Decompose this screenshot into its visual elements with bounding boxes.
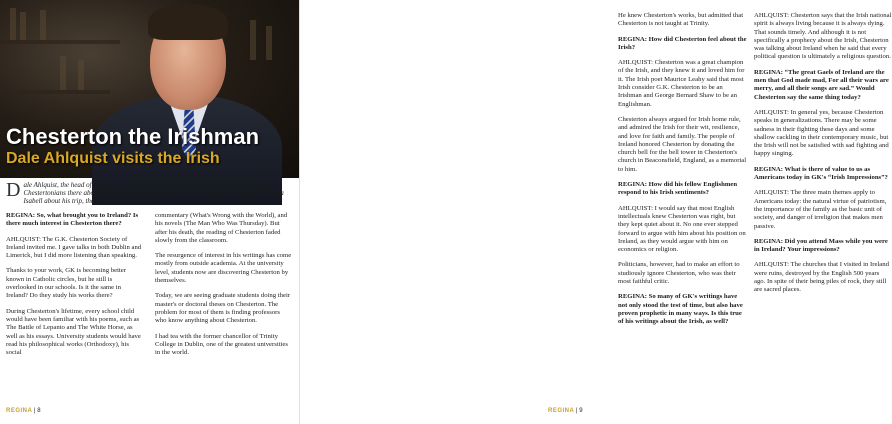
drop-cap: D [6,179,21,201]
folio-separator: | [574,408,580,414]
page-number: 8 [37,408,41,414]
interview-question: REGINA: Did you attend Mass while you were in Ireland? Your impressions? [754,237,888,254]
paragraph: Politicians, however, had to make an effort to studiously ignore Chesterton, who was their most faithful critic. [618,261,740,286]
right-column-1 [618,12,748,334]
paragraph: Today, we are seeing graduate students doing their master's or doctoral theses on Chesterton. The problem for most of them is finding professors who know anything about Chesterton. [155,292,291,325]
paragraph: commentary (What's Wrong with the World), and his novels (The Man Who Was Thursday). But after his death, the reading of Chesterton faded slowly from the classroom. [155,212,288,244]
interview-question: REGINA: “The great Gaels of Ireland are the men that God made mad, For all their wars are merry, and all their songs are sad.” Would Chesterton say the same thing today? [754,68,889,101]
page-folio-left [6,408,41,414]
paragraph: AHLQUIST: I would say that most English intellectuals knew Chesterton was right, but they kept quiet about it. No one ever stepped forward to argue with him about his position on Ireland, as they would argue with him on economics or religion. [618,204,746,254]
paragraph: Thanks to your work, GK is becoming better known in Catholic circles, but he still is overlooked in our schools. Is it the same in Ireland? Do they study his works there? [6,267,126,300]
folio-separator: | [32,408,38,414]
paragraph: AHLQUIST: The three main themes apply to Americans today: the natural virtue of patriotism, the importance of the family as the basic unit of society, and danger of irreligion that makes men passive. [754,189,887,230]
paragraph: The resurgence of interest in his writings has come mostly from outside academia. At the university level, students now are discovering Chesterton by themselves. [155,252,292,285]
article-subtitle: Dale Ahlquist visits the Irish [6,150,220,167]
right-page [300,0,892,424]
interview-question: REGINA: How did his fellow Englishmen respond to his Irish sentiments? [618,181,738,197]
paragraph: AHLQUIST: Chesterton was a great champion of the Irish, and they knew it and loved him for it. The Irish poet Maurice Leahy said that most Irish consider G.K. Chesterton to be an Irishman and George Bernard Shaw to be an Englishman. [618,59,745,108]
interview-question: REGINA: How did Chesterton feel about the Irish? [618,35,747,51]
paragraph: AHLQUIST: Chesterton says that the Irish national spirit is always living because it is always dying. That sounds timely. And although it is not specifically a prophecy about the Irish, Chesterton was talking about Ireland when he said that every political question is ultimately a religious question. [754,12,892,61]
interview-question: REGINA: So many of GK's writings have not only stood the test of time, but also have proven prophetic in many ways. Is this true of his writings about the Irish, as well? [618,293,743,326]
left-column-2 [155,212,293,364]
intro-text: ale Ahlquist, the head of the American Chesterton Society, visited Dublin to talk with the Chestertonians there about their favorite author. Here, Dale tells Regina Magazine's Tamara Isabell about his trip, the Irish, and Chesterton. [23,181,284,206]
paragraph: AHLQUIST: The churches that I visited in Ireland were ruins, destroyed by the English 500 years ago. In spite of their being piles of rock, they still are sacred places. [754,261,889,294]
paragraph: Chesterton always argued for Irish home rule, and admired the Irish for their wit, resilience, and love for faith and family. The people of Ireland honored Chesterton by donating the church bell for the bell tower in Chesterton's church in Beaconsfield, England, as a memorial to him. [618,115,747,173]
right-column-2 [754,12,892,302]
paragraph: AHLQUIST: In general yes, because Chesterton speaks in generalizations. There may be some sadness in their fighting these days and some shallow cackling in their contemporary music, but the Irish will not be satisfied with sad fighting and happy singing. [754,108,889,158]
left-column-1 [6,212,142,364]
article-intro [6,181,294,206]
interview-question: REGINA: So, what brought you to Ireland? Is there much interest in Chesterton there? [6,212,139,228]
article-title: Chesterton the Irishman [6,124,260,149]
left-page [0,0,300,424]
folio-brand: REGINA [548,408,575,414]
paragraph: I had tea with the former chancellor of Trinity College in Dublin, one of the greatest universities in the world. [155,332,288,357]
paragraph: AHLQUIST: The G.K. Chesterton Society of Ireland invited me. I gave talks in both Dublin and Limerick, but I did more listening than speaking. [6,235,142,260]
paragraph: During Chesterton's lifetime, every school child would have been familiar with his poems, such as The Battle of Lepanto and The White Horse, as well as his essays. University students would have read his philosophical works (Orthodoxy), his social [6,307,141,357]
page-folio-right [548,408,583,414]
page-number: 9 [579,408,583,414]
folio-brand: REGINA [6,408,33,414]
paragraph: He knew Chesterton's works, but admitted that Chesterton is not taught at Trinity. [618,12,744,28]
interview-question: REGINA: What is there of value to us as Americans today in GK's “Irish Impressions”? [754,165,888,182]
